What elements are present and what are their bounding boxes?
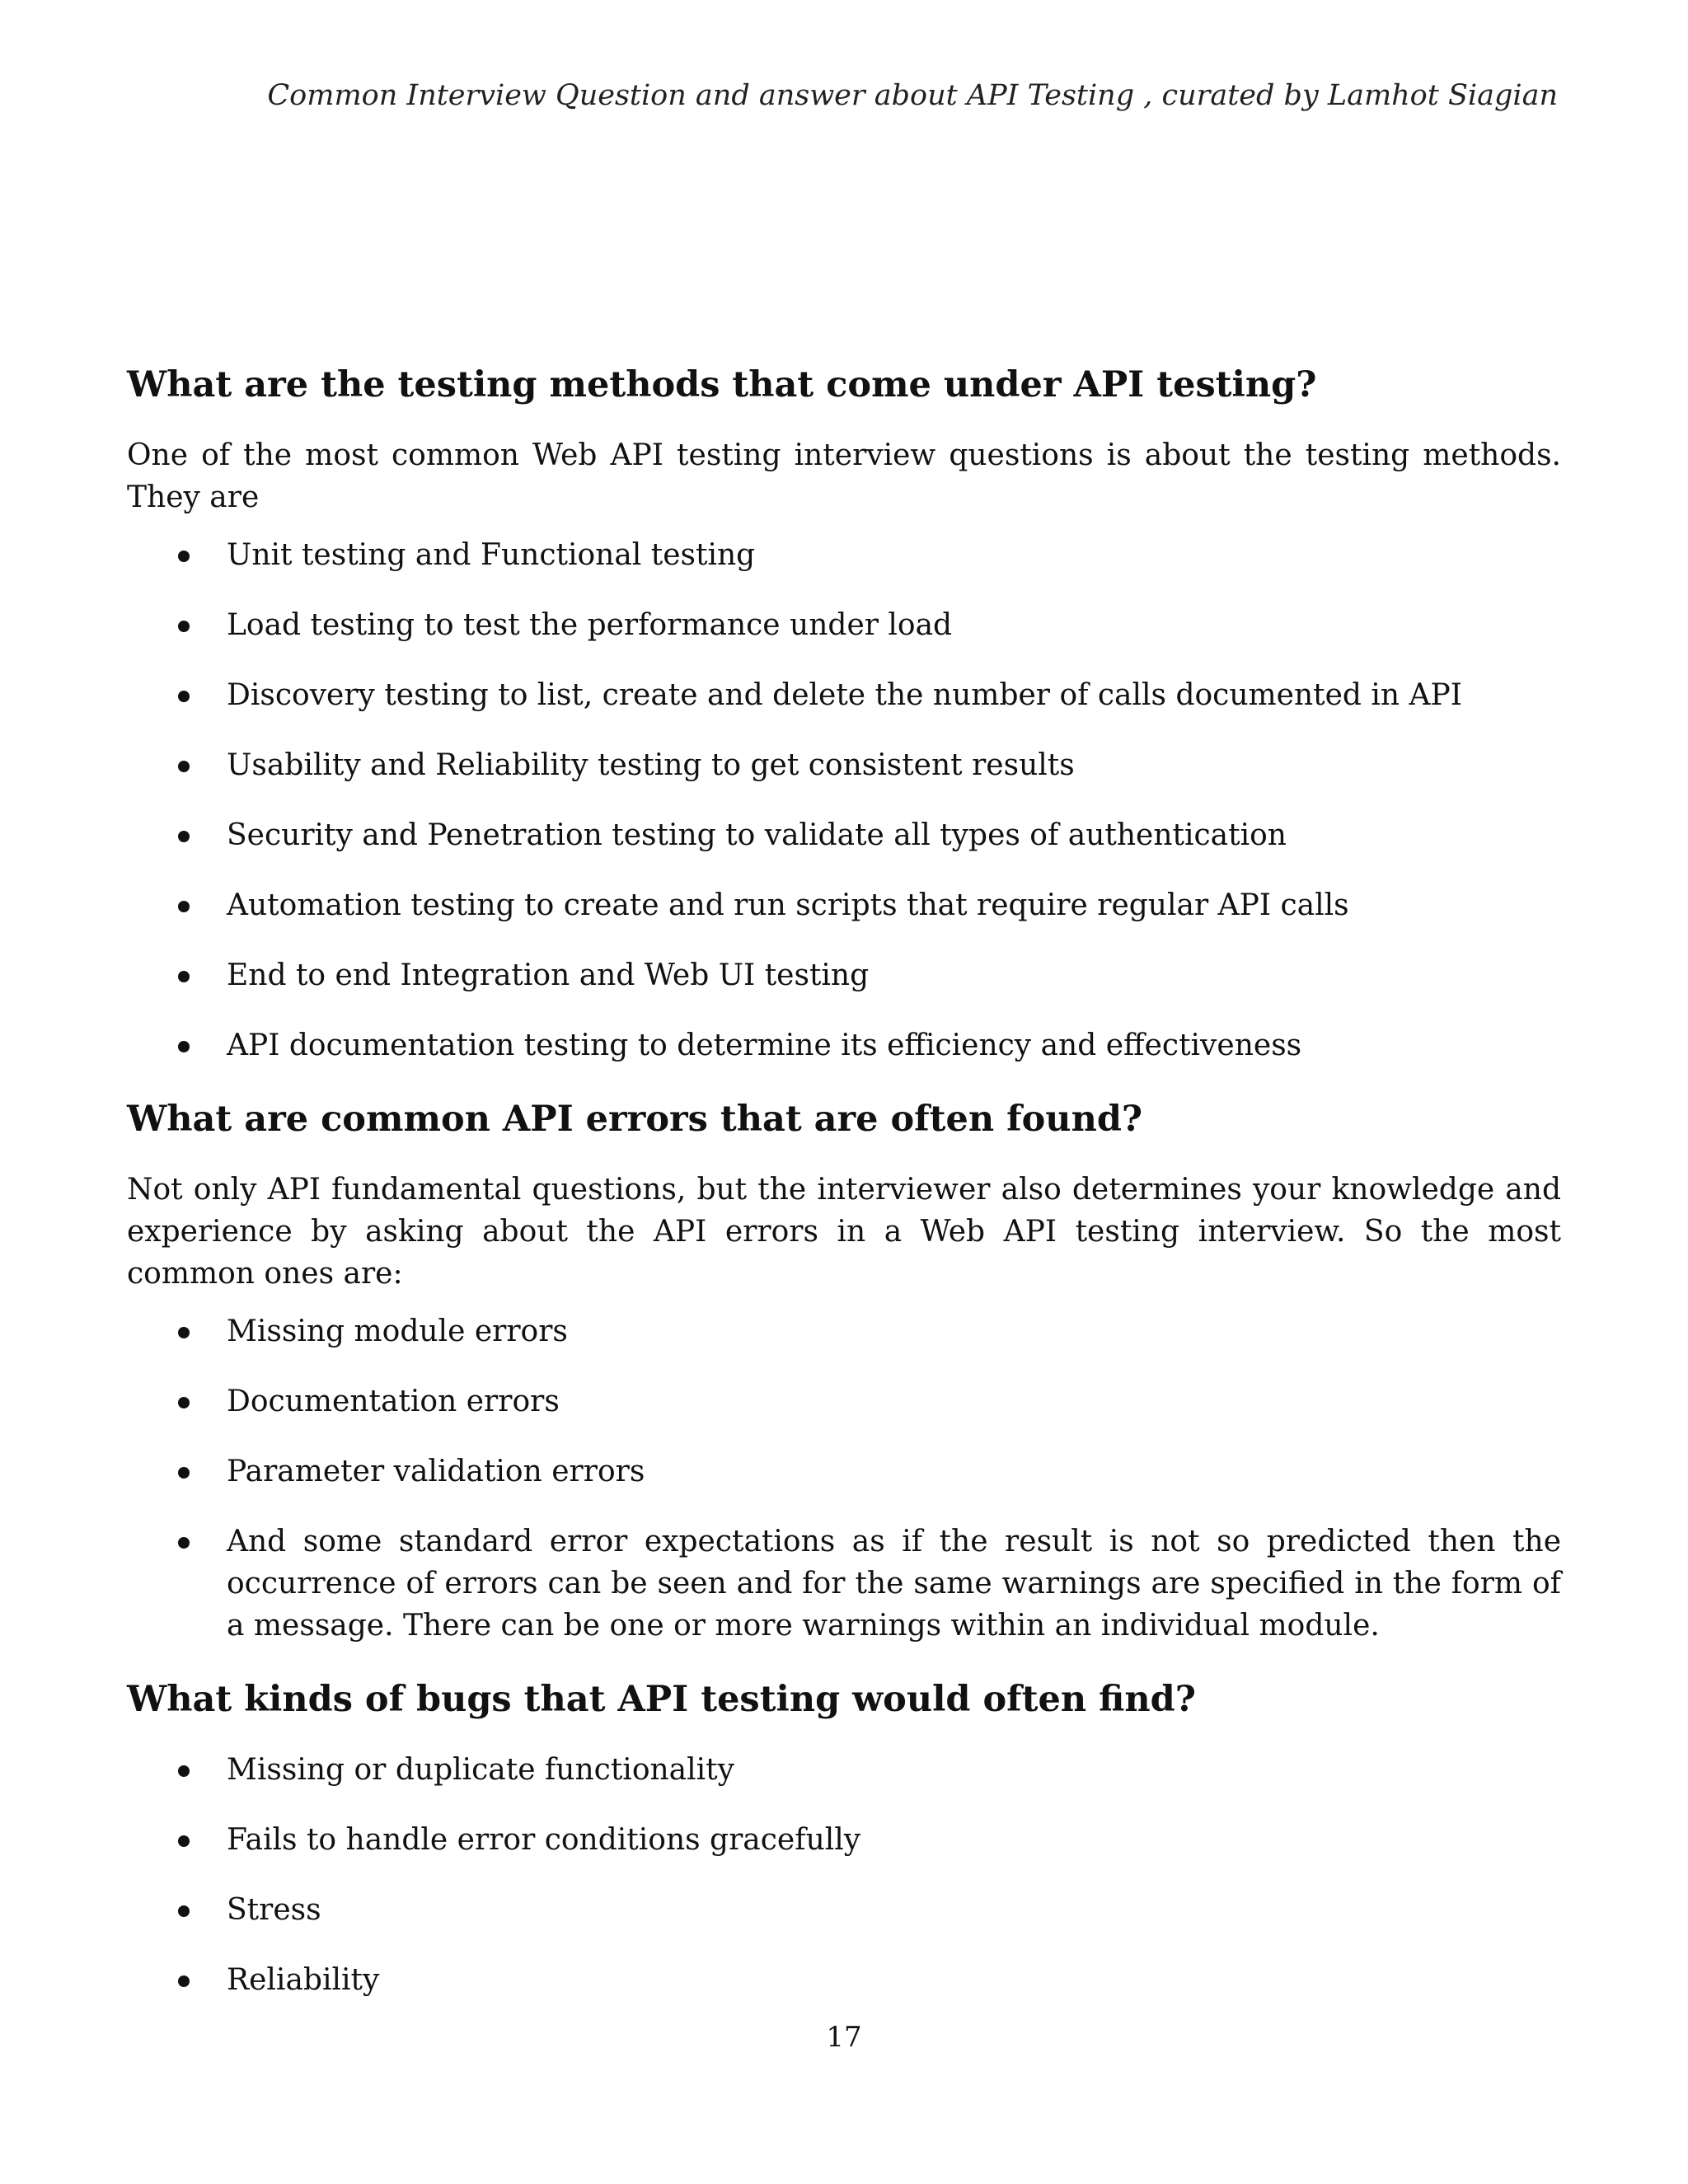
bullet-icon [178,1537,190,1549]
list-item-text: And some standard error expectations as if the result is not so predicted then the occurrence of errors can be seen and for the same warnings are specified in the form of a message. There can be one or more warnings within an individual module. [227,1525,1561,1643]
list-item-text: Fails to handle error conditions gracefully [227,1823,861,1857]
list-item-text: Stress [227,1893,321,1927]
list-item-text: End to end Integration and Web UI testing [227,958,870,992]
list-item-text: Parameter validation errors [227,1455,645,1488]
section-api-bugs [127,1675,1561,2001]
list-item [127,954,1561,996]
bullet-icon [178,971,190,982]
bullet-icon [178,901,190,912]
bullet-icon [178,1041,190,1052]
list-item-text: Unit testing and Functional testing [227,538,756,572]
bullet-list [127,1310,1561,1647]
list-item [127,1310,1561,1352]
list-item-text: Reliability [227,1963,380,1997]
list-item-text: Security and Penetration testing to validate all types of authentication [227,818,1287,852]
list-item [127,1521,1561,1647]
bullet-icon [178,1765,190,1777]
list-item-text: Documentation errors [227,1385,560,1418]
bullet-icon [178,691,190,702]
list-item [127,1451,1561,1493]
list-item-text: API documentation testing to determine its efficiency and effectiveness [227,1029,1302,1062]
list-item-text: Load testing to test the performance under load [227,608,953,642]
bullet-icon [178,761,190,772]
list-item-text: Missing module errors [227,1315,568,1348]
list-item [127,604,1561,646]
list-item [127,1959,1561,2001]
list-item [127,1380,1561,1422]
bullet-icon [178,551,190,562]
list-item-text: Automation testing to create and run scripts that require regular API calls [227,888,1349,922]
list-item [127,814,1561,856]
list-item-text: Discovery testing to list, create and delete the number of calls documented in API [227,678,1462,712]
section-testing-methods [127,360,1561,1066]
bullet-list [127,1749,1561,2001]
list-item [127,884,1561,926]
bullet-icon [178,621,190,632]
bullet-icon [178,1975,190,1987]
section-heading: What kinds of bugs that API testing would often find? [127,1679,1196,1720]
section-heading: What are the testing methods that come under API testing? [127,364,1317,405]
list-item [127,1819,1561,1861]
bullet-icon [178,1905,190,1917]
list-item [127,1889,1561,1931]
list-item [127,534,1561,576]
running-header: Common Interview Question and answer about API Testing , curated by Lamhot Siagian [267,79,1558,112]
section-heading: What are common API errors that are often found? [127,1099,1143,1140]
list-item-text: Usability and Reliability testing to get consistent results [227,748,1075,782]
bullet-icon [178,1835,190,1847]
bullet-icon [178,1397,190,1408]
list-item [127,1024,1561,1066]
list-item [127,1749,1561,1791]
bullet-list [127,534,1561,1066]
list-item [127,744,1561,786]
bullet-icon [178,831,190,842]
page-number: 17 [826,2021,862,2054]
list-item [127,674,1561,716]
bullet-icon [178,1327,190,1338]
bullet-icon [178,1467,190,1479]
section-intro: One of the most common Web API testing interview questions is about the testing methods. They are [127,438,1561,514]
page-content [127,360,1561,2029]
section-common-api-errors [127,1094,1561,1647]
section-intro: Not only API fundamental questions, but the interviewer also determines your knowledge and experience by asking about the API errors in a Web API testing interview. So the most common ones are: [127,1173,1561,1291]
list-item-text: Missing or duplicate functionality [227,1753,734,1787]
